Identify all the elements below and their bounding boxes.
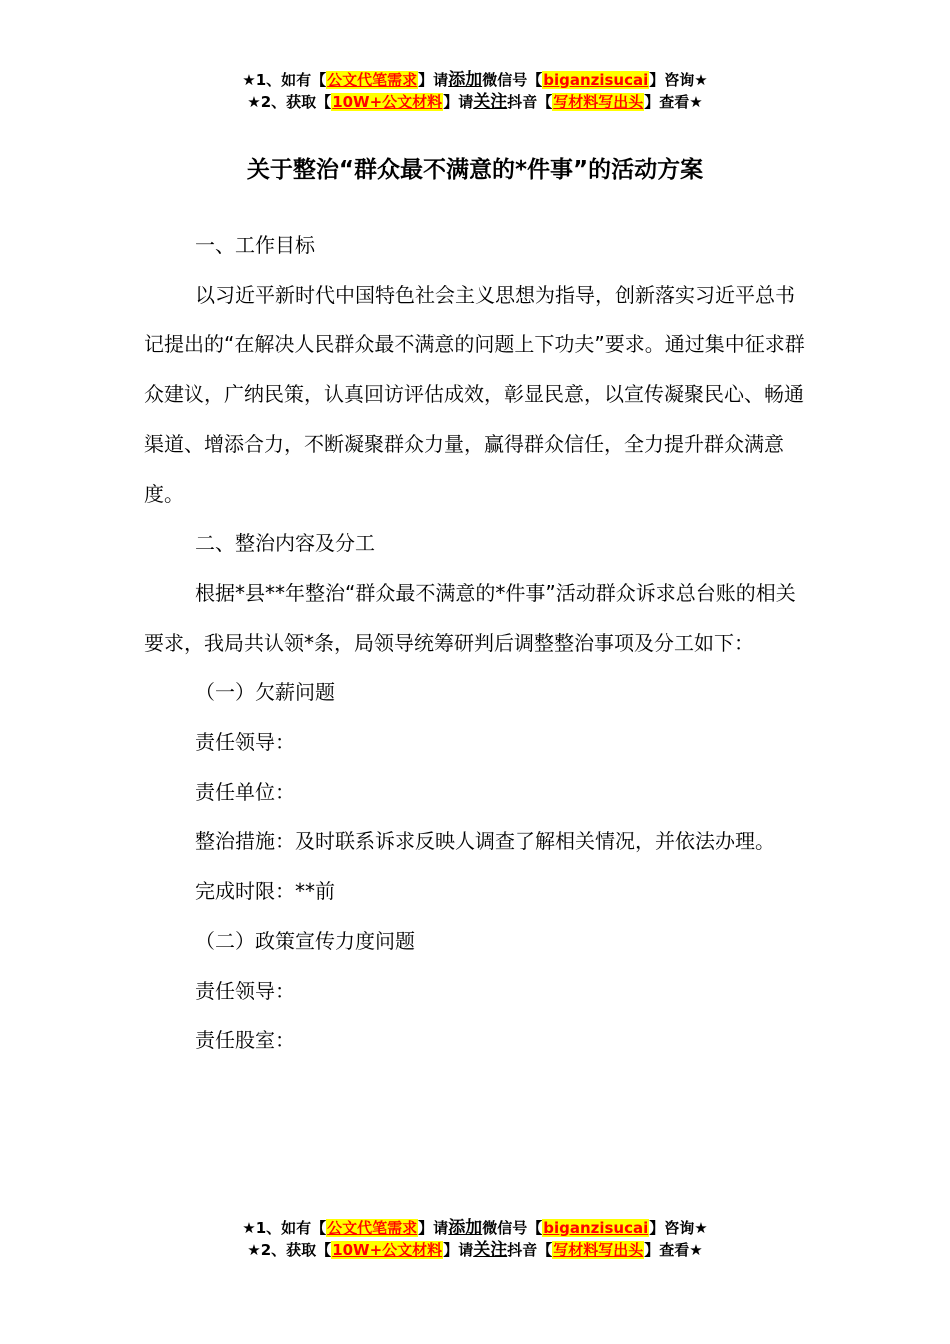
- document-title: 关于整治“群众最不满意的*件事”的活动方案: [246, 157, 704, 183]
- promo-text: 】咨询★: [649, 71, 708, 89]
- promo-text: 】请: [443, 93, 474, 111]
- body-paragraph: 责任单位：: [195, 779, 295, 804]
- promo-text: 微信号【: [482, 1219, 543, 1237]
- promo-text: 微信号【: [482, 71, 543, 89]
- promo-emphasis: 关注: [473, 92, 508, 112]
- promo-text: ★1、如有【: [242, 1219, 327, 1237]
- body-paragraph: 根据*县**年整治“群众最不满意的*件事”活动群众诉求总台账的相关要求，我局共认领*条，局领导统筹研判后调整整治事项及分工如下：: [144, 580, 796, 655]
- promo-text: ★2、获取【: [247, 93, 332, 111]
- promo-text: 抖音【: [507, 93, 553, 111]
- body-paragraph: 完成时限：**前: [195, 879, 335, 904]
- promo-text: 】查看★: [644, 1241, 703, 1259]
- body-paragraph: 责任领导：: [195, 730, 295, 755]
- section-heading: 二、整治内容及分工: [195, 531, 375, 556]
- promo-douyin-account: 写材料写出头: [553, 93, 644, 111]
- promo-line-1: [0, 69, 950, 91]
- promo-emphasis: 添加: [448, 70, 483, 90]
- promo-wechat-id: biganzisucai: [543, 1219, 649, 1237]
- promo-banner-bottom: [0, 1217, 950, 1261]
- promo-text: ★2、获取【: [247, 1241, 332, 1259]
- promo-line-2: [0, 91, 950, 113]
- promo-highlight: 10W+公文材料: [332, 93, 443, 111]
- promo-wechat-id: biganzisucai: [543, 71, 649, 89]
- promo-banner-top: [0, 69, 950, 113]
- promo-text: 】请: [418, 1219, 449, 1237]
- promo-text: 】咨询★: [649, 1219, 708, 1237]
- promo-line-1: [0, 1217, 950, 1239]
- document-body: [144, 221, 814, 1066]
- promo-emphasis: 添加: [448, 1218, 483, 1238]
- body-paragraph: 整治措施：及时联系诉求反映人调查了解相关情况，并依法办理。: [195, 829, 775, 854]
- section-heading: 一、工作目标: [195, 233, 315, 257]
- promo-douyin-account: 写材料写出头: [553, 1241, 644, 1259]
- promo-highlight: 10W+公文材料: [332, 1241, 443, 1259]
- promo-text: ★1、如有【: [242, 71, 327, 89]
- body-paragraph: 以习近平新时代中国特色社会主义思想为指导，创新落实习近平总书记提出的“在解决人民群众最不满意的问题上下功夫”要求。通过集中征求群众建议，广纳民策，认真回访评估成效，彰显民意，以宣传凝聚民心、畅通渠道、增添合力，不断凝聚群众力量，赢得群众信任，全力提升群众满意度。: [144, 282, 805, 506]
- subsection-heading: （二）政策宣传力度问题: [195, 928, 415, 953]
- promo-highlight: 公文代笔需求: [327, 71, 418, 89]
- promo-emphasis: 关注: [473, 1240, 508, 1260]
- promo-text: 】查看★: [644, 93, 703, 111]
- promo-text: 】请: [443, 1241, 474, 1259]
- subsection-heading: （一）欠薪问题: [195, 680, 335, 705]
- body-paragraph: 责任领导：: [195, 978, 295, 1003]
- promo-highlight: 公文代笔需求: [327, 1219, 418, 1237]
- promo-text: 抖音【: [507, 1241, 553, 1259]
- promo-line-2: [0, 1239, 950, 1261]
- body-paragraph: 责任股室：: [195, 1028, 295, 1053]
- promo-text: 】请: [418, 71, 449, 89]
